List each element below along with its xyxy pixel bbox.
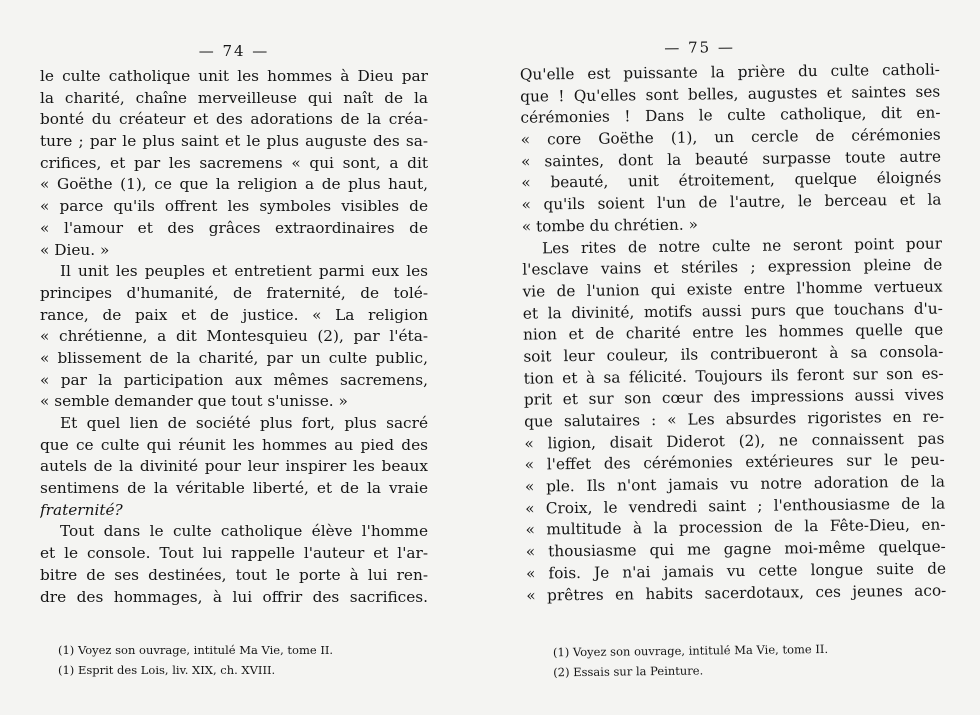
text-line: rance, de paix et de justice. « La religion xyxy=(40,305,428,324)
text-line: « chrétienne, a dit Montesquieu (2), par l'éta- xyxy=(40,327,428,346)
text-line: « par la participation aux mêmes sacremens, xyxy=(40,370,428,389)
text-line: Les rites de notre culte ne seront point pour xyxy=(541,234,943,257)
text-line: « l'amour et des grâces extraordinaires de xyxy=(40,218,428,237)
text-line: sentimens de la véritable liberté, et de la vraie xyxy=(40,479,428,498)
text-line: nion et de charité entre les hommes quelle que xyxy=(523,320,944,344)
text-line: « thousiasme qui me gagne moi-même quelque- xyxy=(525,537,946,561)
text-line: Qu'elle est puissante la prière du culte catholi- xyxy=(519,60,941,84)
text-line: soit leur couleur, ils contribueront à sa consola- xyxy=(523,342,944,366)
text-line: vie de l'union qui existe entre l'homme vertueux xyxy=(522,277,943,301)
text-line: et le console. Tout lui rappelle l'auteur et l'ar- xyxy=(40,544,428,563)
text-line: « blissement de la charité, par un culte public, xyxy=(40,348,428,367)
text-line: « tombe du chrétien. » xyxy=(521,215,699,236)
text-line: ture ; par le plus saint et le plus auguste des sa- xyxy=(40,132,428,151)
footnote: (2) Essais sur la Peinture. xyxy=(553,663,704,680)
text-line: le culte catholique unit les hommes à Dieu par xyxy=(40,67,428,85)
right-page xyxy=(497,0,980,680)
text-line: « Croix, le vendredi saint ; l'enthousiasme de la xyxy=(525,494,946,518)
text-line: « Goëthe (1), ce que la religion a de plus haut, xyxy=(40,175,428,194)
text-line: la charité, chaîne merveilleuse qui naît de la xyxy=(40,88,428,107)
text-line: « ple. Ils n'ont jamais vu notre adoration de la xyxy=(524,472,946,496)
footnotes xyxy=(58,640,333,680)
page-number: — 75 — xyxy=(664,38,736,57)
text-line: « saintes, dont la beauté surpasse toute autre xyxy=(520,147,942,171)
text-line: tion et à sa félicité. Toujours ils feront sur son es- xyxy=(523,364,944,388)
text-line: bitre de ses destinées, tout le porte à lui ren- xyxy=(40,565,428,584)
text-line: « fois. Je n'ai jamais vu cette longue suite de xyxy=(525,559,947,583)
text-line: « prêtres en habits sacerdotaux, ces jeunes aco- xyxy=(526,581,947,605)
text-line: que salutaires : « Les absurdes rigoristes en re- xyxy=(524,407,945,431)
page-body xyxy=(520,60,947,607)
text-line: et la divinité, motifs aussi purs que touchans d'u- xyxy=(522,299,943,323)
text-line: que ! Qu'elles sont belles, augustes et saintes ses xyxy=(520,82,941,106)
text-line: Tout dans le culte catholique élève l'homme xyxy=(60,522,428,541)
text-line: l'esclave vains et stériles ; expression pleine de xyxy=(522,255,943,279)
text-line: bonté du créateur et des adorations de la créa- xyxy=(40,110,428,129)
text-line: « parce qu'ils offrent les symboles visibles de xyxy=(40,197,428,216)
text-line: Et quel lien de société plus fort, plus sacré xyxy=(60,414,428,432)
text-line: crifices, et par les sacremens « qui sont, a dit xyxy=(40,153,428,172)
text-line: « ligion, disait Diderot (2), ne connaissent pas xyxy=(524,429,945,453)
text-line: « semble demander que tout s'unisse. » xyxy=(40,392,348,411)
text-line: fraternité? xyxy=(40,500,123,519)
text-line: que ce culte qui réunit les hommes au pied des xyxy=(40,435,428,454)
text-line: autels de la divinité pour leur inspirer les beaux xyxy=(40,457,428,476)
footnotes xyxy=(553,639,829,682)
text-line: prit et sur son cœur des impressions aussi vives xyxy=(523,385,944,409)
text-line: principes d'humanité, de fraternité, de tolé- xyxy=(40,283,428,302)
text-line: « multitude à la procession de la Fête-Dieu, en- xyxy=(525,515,946,540)
text-line: « qu'ils soient l'un de l'autre, le berceau et la xyxy=(521,190,942,214)
page-number: — 74 — xyxy=(198,42,270,60)
page-body xyxy=(40,66,428,608)
text-line: « Dieu. » xyxy=(40,240,110,259)
text-line: « core Goëthe (1), un cercle de cérémonies xyxy=(520,125,941,149)
text-line: « l'effet des cérémonies extérieures sur le peu- xyxy=(524,450,945,475)
footnote: (1) Voyez son ouvrage, intitulé Ma Vie, tome II. xyxy=(552,641,829,660)
footnote: (1) Esprit des Lois, liv. XIX, ch. XVIII. xyxy=(58,663,276,677)
text-line: « beauté, unit étroitement, quelque éloignés xyxy=(521,168,942,193)
text-line: Il unit les peuples et entretient parmi eux les xyxy=(60,262,428,281)
left-page xyxy=(0,0,480,677)
footnote: (1) Voyez son ouvrage, intitulé Ma Vie, tome II. xyxy=(58,643,334,657)
text-line: dre des hommages, à lui offrir des sacrifices. xyxy=(40,587,428,606)
text-line: cérémonies ! Dans le culte catholique, dit en- xyxy=(520,103,941,128)
